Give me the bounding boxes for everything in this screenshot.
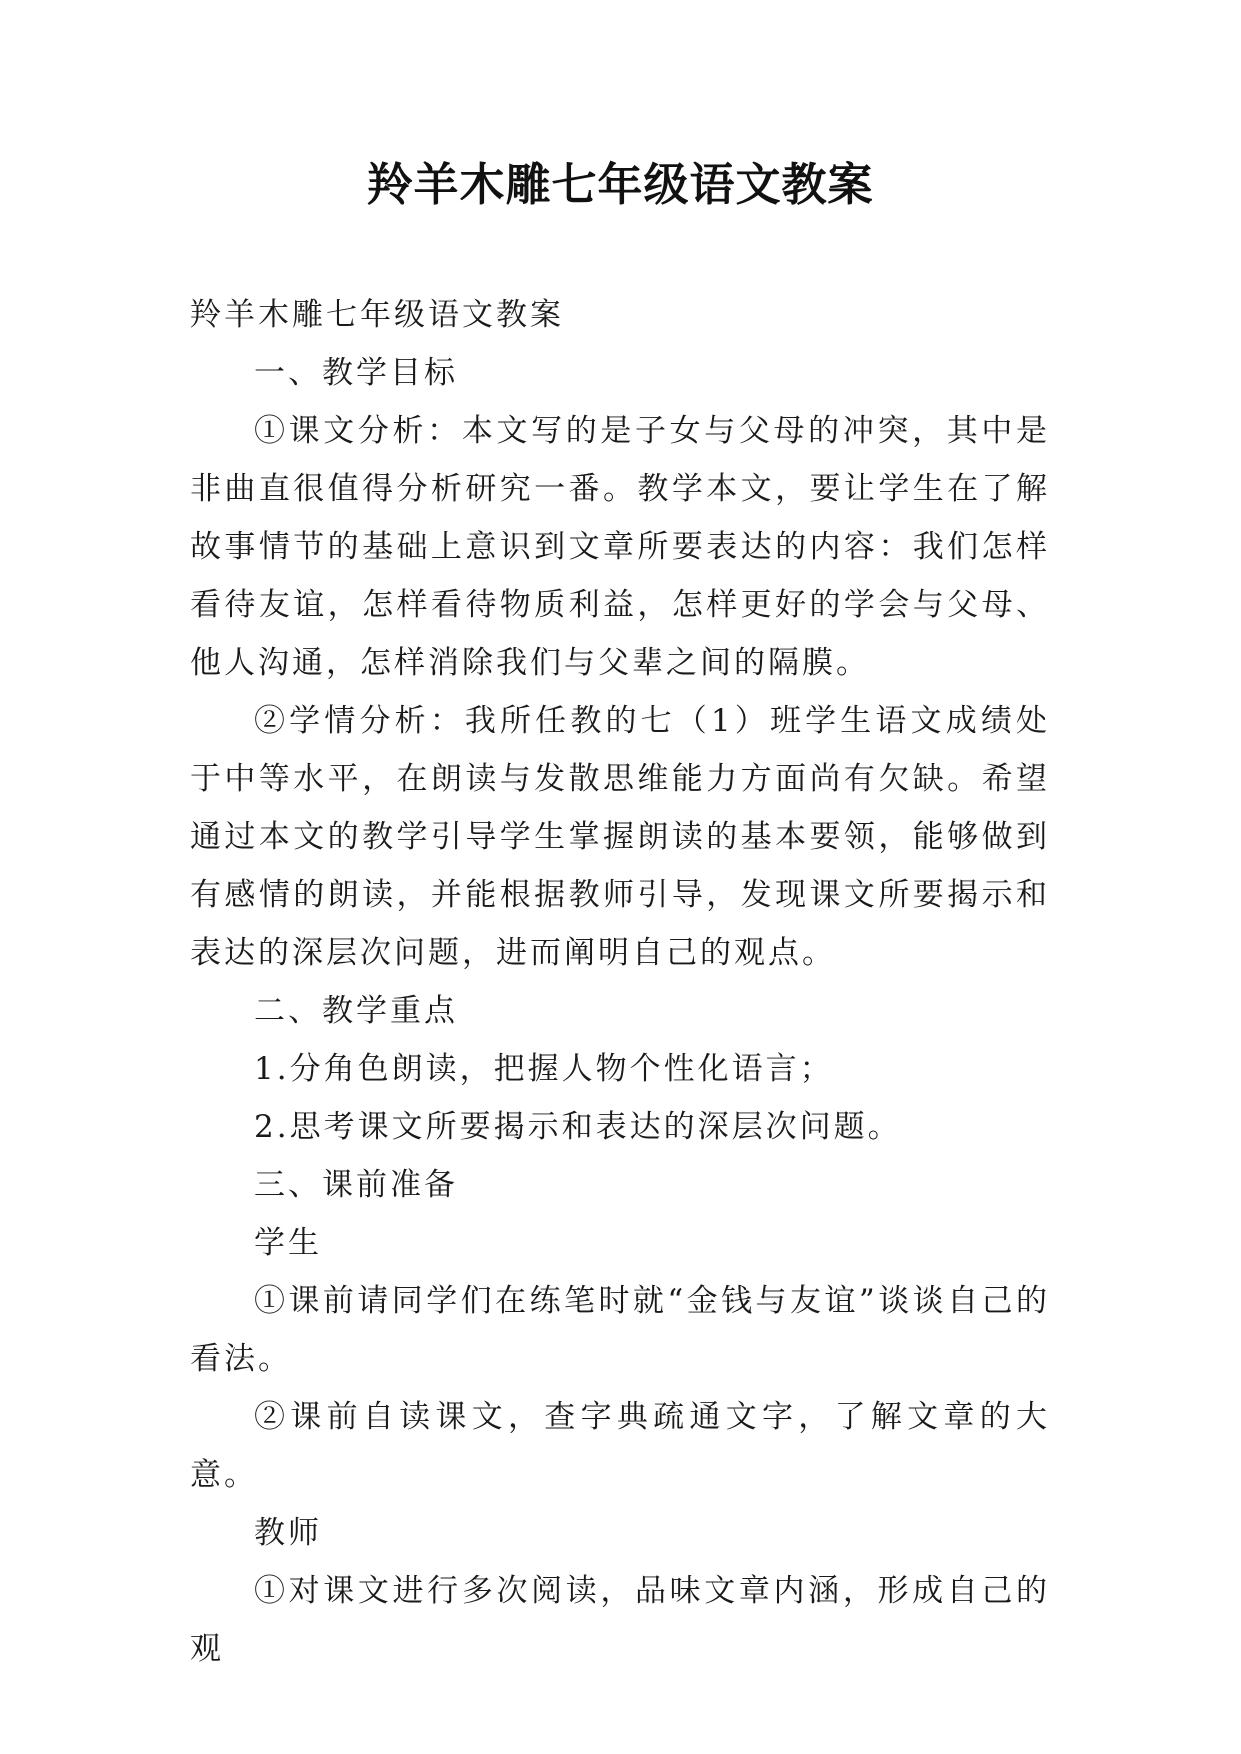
subheading-teacher: 教师: [254, 1515, 322, 1551]
section-heading-key-points: 二、教学重点: [254, 993, 458, 1029]
document-body: [190, 286, 1050, 1678]
list-item-key-point-2: 2.思考课文所要揭示和表达的深层次问题。: [254, 1109, 902, 1145]
paragraph-student-prep-2: ②课前自读课文，查字典疏通文字，了解文章的大意。: [190, 1399, 1050, 1493]
subheading-students: 学生: [254, 1225, 322, 1261]
list-item-key-point-1: 1.分角色朗读，把握人物个性化语言；: [254, 1051, 834, 1087]
paragraph-student-prep-1: ①课前请同学们在练笔时就“金钱与友谊”谈谈自己的看法。: [190, 1283, 1050, 1377]
section-heading-objectives: 一、教学目标: [254, 355, 458, 391]
paragraph-learner-analysis: ②学情分析：我所任教的七（1）班学生语文成绩处于中等水平，在朗读与发散思维能力方面尚有欠缺。希望通过本文的教学引导学生掌握朗读的基本要领，能够做到有感情的朗读，并能根据教师引导，发现课文所要揭示和表达的深层次问题，进而阐明自己的观点。: [190, 703, 1050, 971]
paragraph-heading: 羚羊木雕七年级语文教案: [190, 297, 564, 333]
paragraph-text-analysis: ①课文分析：本文写的是子女与父母的冲突，其中是非曲直很值得分析研究一番。教学本文，要让学生在了解故事情节的基础上意识到文章所要表达的内容：我们怎样看待友谊，怎样看待物质利益，怎样更好的学会与父母、他人沟通，怎样消除我们与父辈之间的隔膜。: [190, 413, 1050, 681]
document-title: 羚羊木雕七年级语文教案: [367, 158, 874, 211]
section-heading-preparation: 三、课前准备: [254, 1167, 458, 1203]
paragraph-teacher-prep-1: ①对课文进行多次阅读，品味文章内涵，形成自己的观: [190, 1573, 1050, 1667]
